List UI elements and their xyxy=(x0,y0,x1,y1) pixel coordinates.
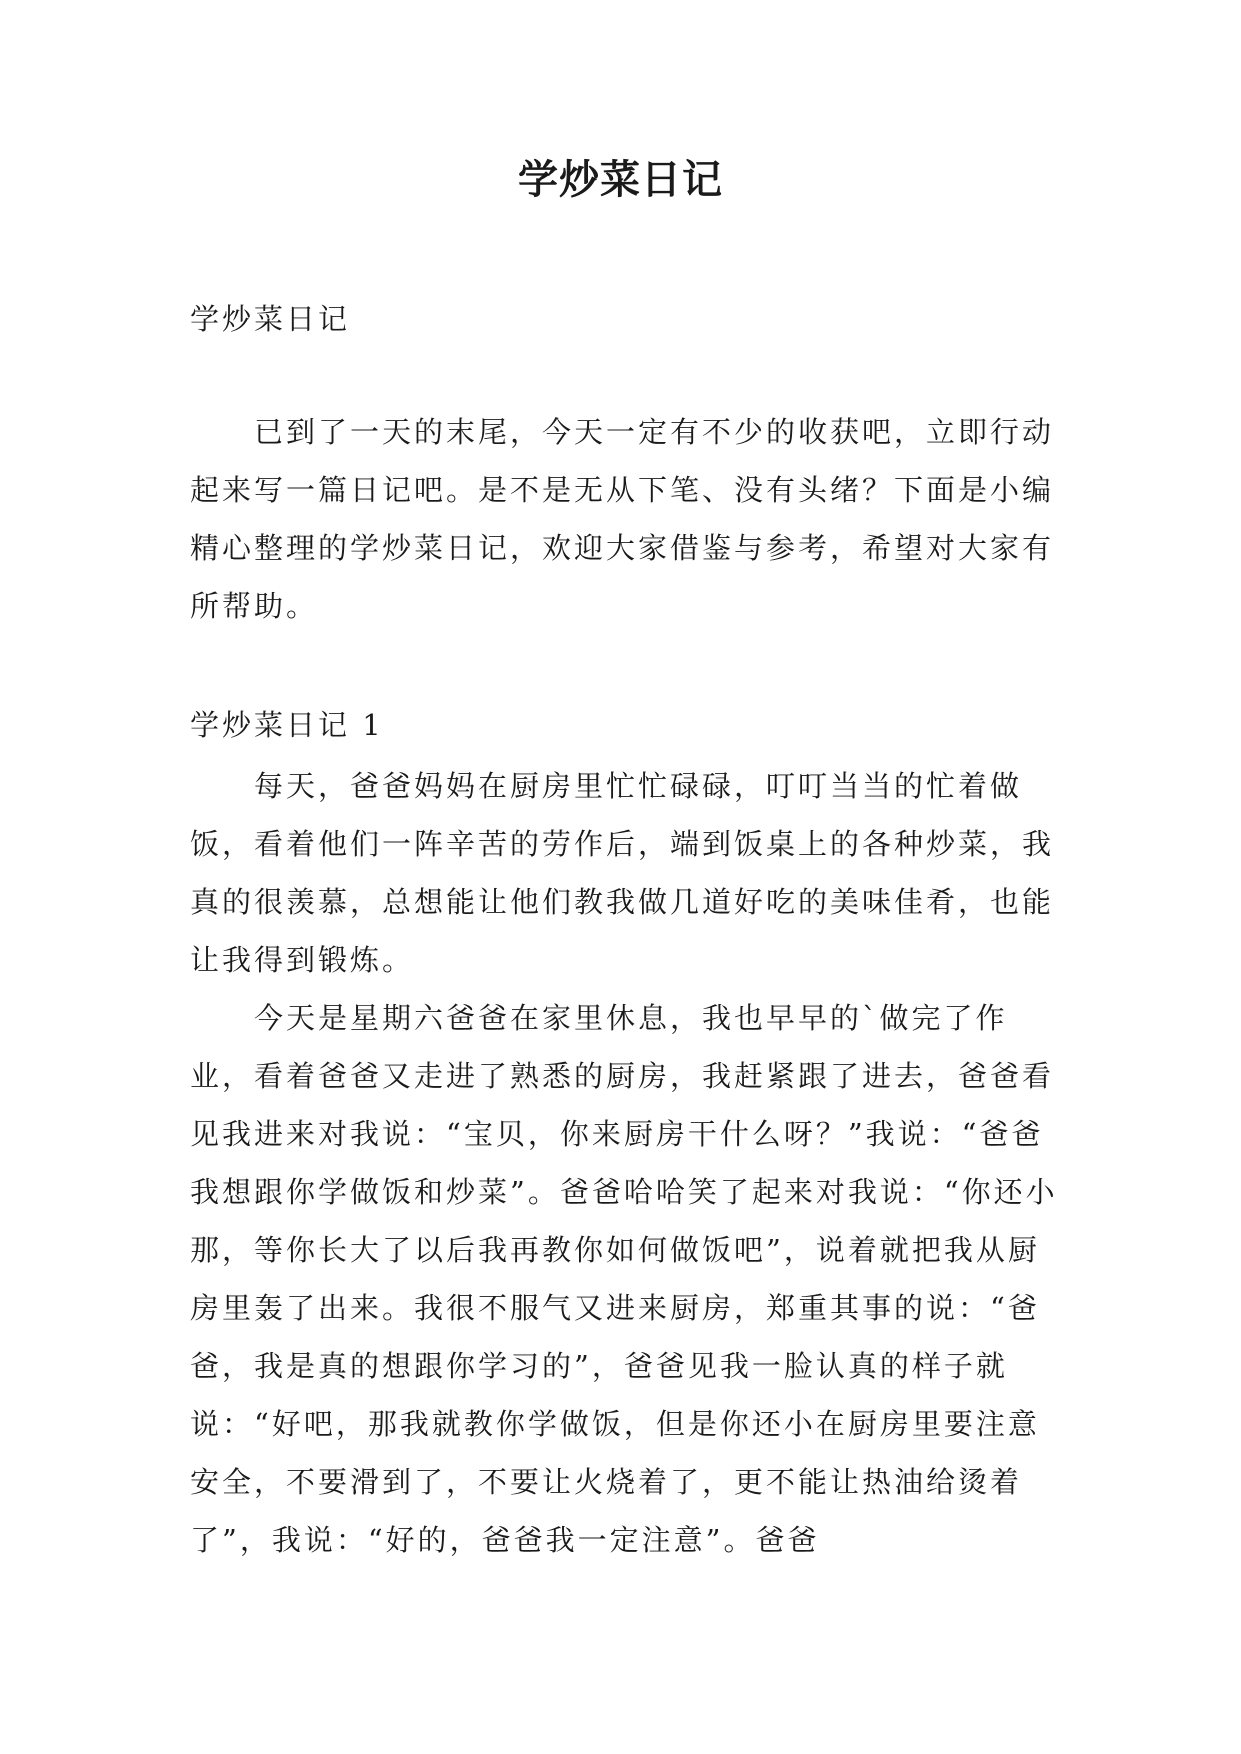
document-subtitle xyxy=(190,290,1070,348)
intro-text: 已到了一天的末尾，今天一定有不少的收获吧，立即行动起来写一篇日记吧。是不是无从下笔、没有头绪？下面是小编精心整理的学炒菜日记，欢迎大家借鉴与参考，希望对大家有所帮助。 xyxy=(190,415,1055,623)
section-heading xyxy=(190,696,1070,754)
document-title: 学炒菜日记 xyxy=(518,157,723,203)
body-paragraph: 每天，爸爸妈妈在厨房里忙忙碌碌，叮叮当当的忙着做饭，看着他们一阵辛苦的劳作后，端到饭桌上的各种炒菜，我真的很羡慕，总想能让他们教我做几道好吃的美味佳肴，也能让我得到锻炼。 xyxy=(190,769,1055,977)
body-content xyxy=(190,757,1070,1569)
subtitle-text: 学炒菜日记 xyxy=(190,302,351,336)
body-paragraph: 今天是星期六爸爸在家里休息，我也早早的`做完了作业，看着爸爸又走进了熟悉的厨房，我赶紧跟了进去，爸爸看见我进来对我说：“宝贝，你来厨房干什么呀？”我说：“爸爸我想跟你学做饭和炒菜”。爸爸哈哈笑了起来对我说：“你还小那，等你长大了以后我再教你如何做饭吧”，说着就把我从厨房里轰了出来。我很不服气又进来厨房，郑重其事的说：“爸爸，我是真的想跟你学习的”，爸爸见我一脸认真的样子就说：“好吧，那我就教你学做饭，但是你还小在厨房里要注意安全，不要滑到了，不要让火烧着了，更不能让热油给烫着了”，我说：“好的，爸爸我一定注意”。爸爸 xyxy=(190,1001,1058,1557)
intro-paragraph xyxy=(190,403,1070,635)
section-heading-text: 学炒菜日记 1 xyxy=(190,708,384,742)
